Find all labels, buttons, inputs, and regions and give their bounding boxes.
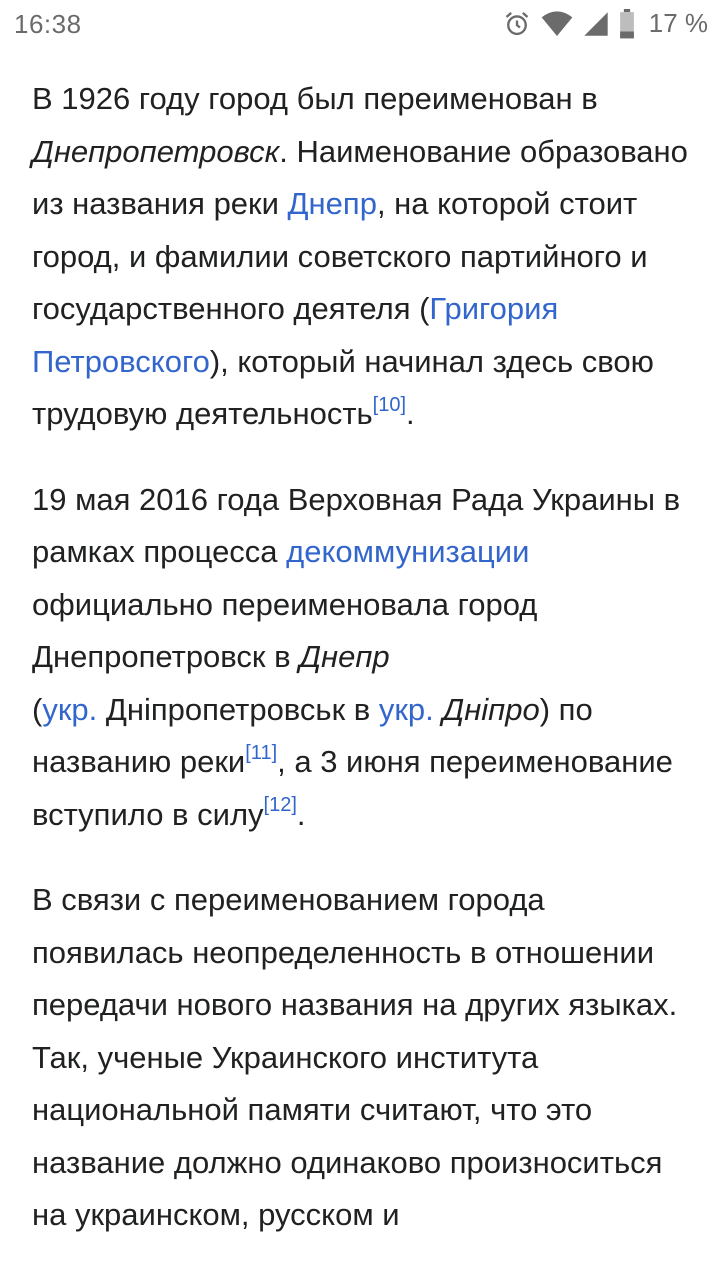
text: Дніпропетровськ в [97,691,379,727]
paragraph-rename-1926 [32,73,702,441]
article-content [32,73,702,1275]
status-time: 16:38 [14,9,82,39]
reference-link-10[interactable]: [10] [372,393,407,416]
battery-percentage: 17 % [648,8,708,38]
status-bar [0,0,720,50]
cell-signal-icon [583,10,609,38]
status-icons [503,8,708,39]
text: , на которой стоит город, и фамилии советского партийного и государственного деятеля ( [32,186,648,326]
link-decommunization[interactable]: декоммунизации [286,534,530,569]
link-ukrainian-language[interactable]: укр. [378,691,434,727]
italic-name: Дніпро [442,691,540,727]
link-ukrainian-language[interactable]: укр. [42,691,98,727]
italic-name: Днепропетровск [32,133,280,169]
text: ), который начинал здесь свою трудовую деятельность [32,343,654,431]
alarm-clock-icon [503,10,531,38]
paragraph-rename-2016 [32,474,702,842]
paragraph-name-translation: В связи с переименованием города появилась неопределенность в отношении передачи нового названия на других языках. Так, ученые Украинского института национальной памяти считают, что это название должно одинаково произноситься на украинском, русском и [32,882,678,1232]
link-grigory-petrovsky[interactable]: Григория Петровского [32,291,559,379]
link-dnepr-river[interactable]: Днепр [287,186,377,221]
text: 19 мая 2016 года Верховная Рада Украины в рамках процесса [32,481,681,569]
text: . Наименование образовано из названия реки [32,133,688,221]
text: ) по названию реки [32,691,593,779]
text: . [296,796,306,832]
reference-link-12[interactable]: [12] [263,794,297,817]
reference-link-11[interactable]: [11] [245,741,278,764]
text: . [406,396,415,431]
text: официально переименовала город Днепропетровск в [32,586,538,674]
text: ( [32,691,43,727]
wifi-icon [541,10,573,38]
battery-icon [619,9,635,39]
text: , а 3 июня переименование вступило в силу [32,744,673,832]
text: В 1926 году город был переименован в [32,81,598,116]
italic-name: Днепр [299,639,390,674]
